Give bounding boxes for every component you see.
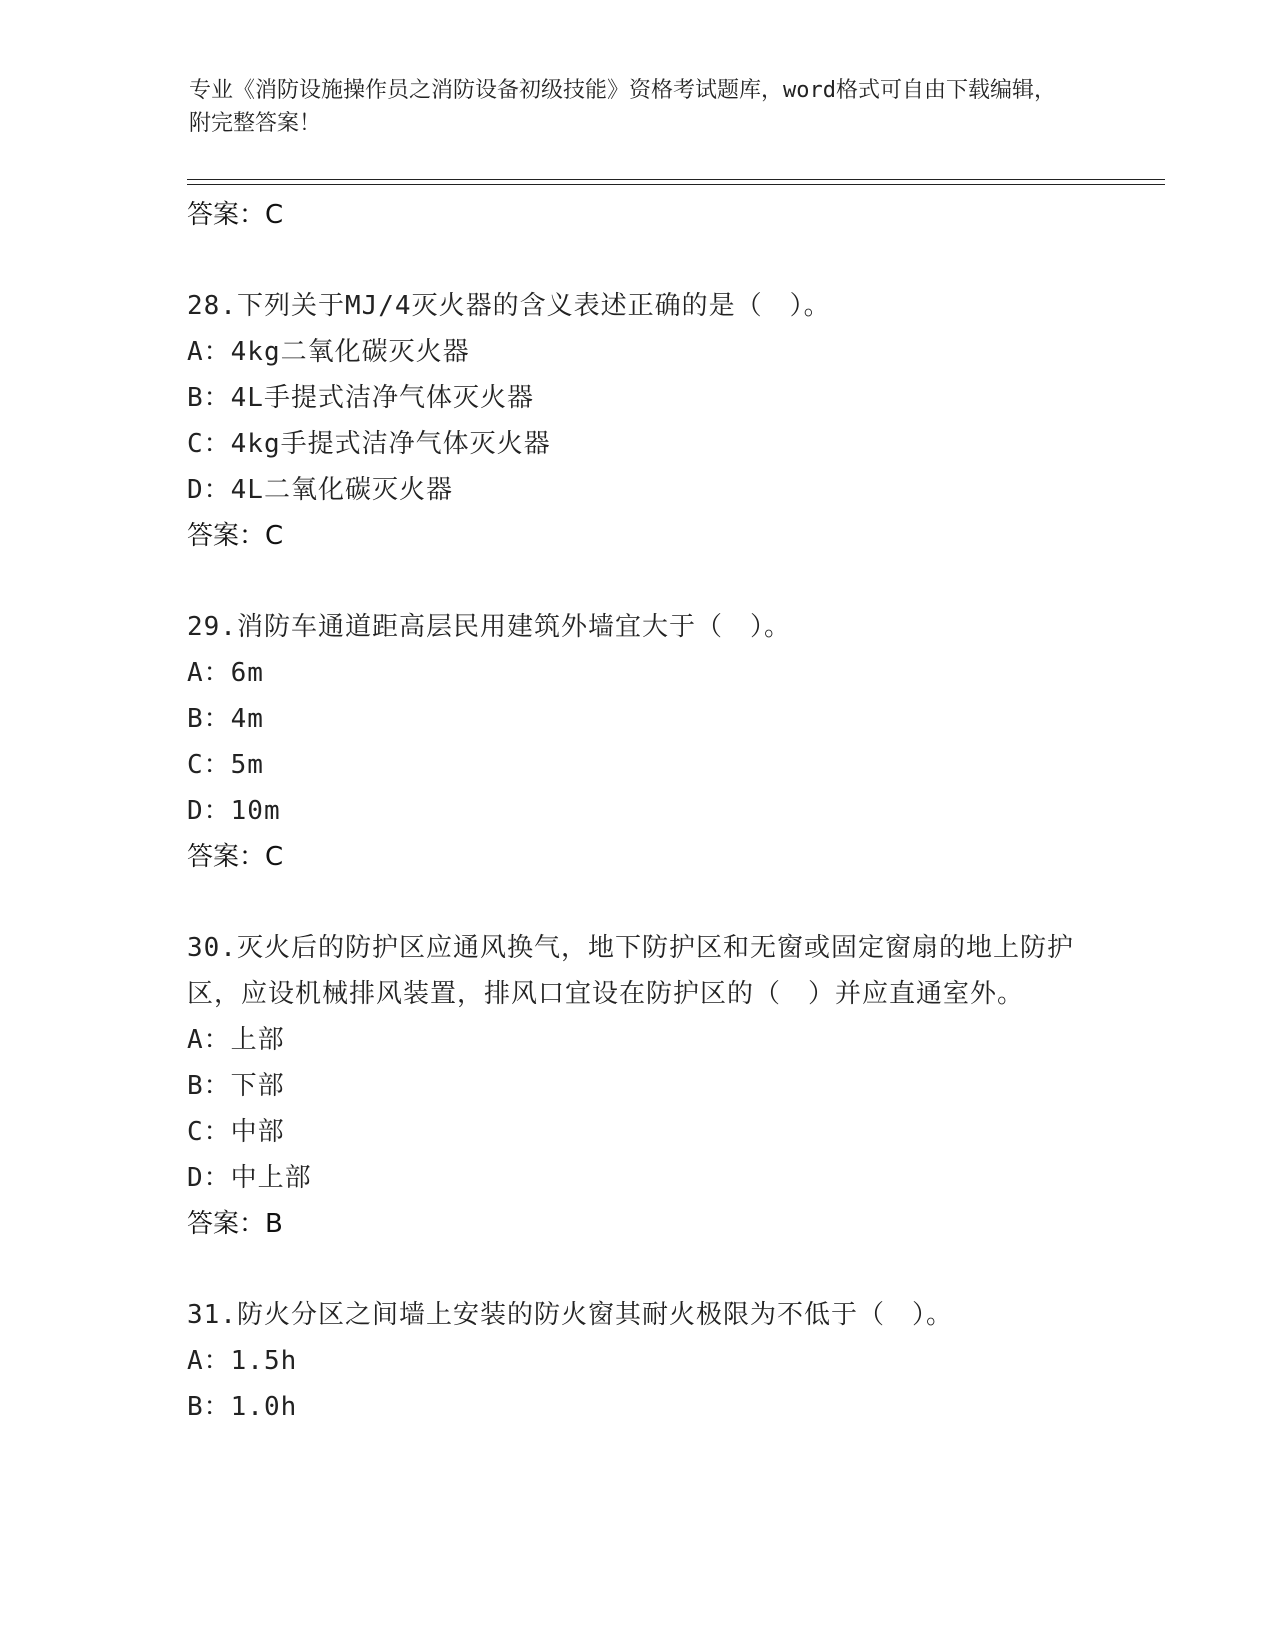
question-text: 30.灭火后的防护区应通风换气，地下防护区和无窗或固定窗扇的地上防护区，应设机械排风装置，排风口宜设在防护区的（ ）并应直通室外。 xyxy=(187,933,1074,1009)
answer-label: 答案：C xyxy=(187,521,284,551)
option-a: A：1.5h xyxy=(187,1346,298,1376)
option-d: D：4L二氧化碳灭火器 xyxy=(187,475,453,505)
option-b: B：1.0h xyxy=(187,1392,298,1422)
answer-label: 答案：C xyxy=(187,200,284,230)
option-d: D：中上部 xyxy=(187,1163,312,1193)
document-header: 专业《消防设施操作员之消防设备初级技能》资格考试题库，word格式可自由下载编辑，附完整答案！ xyxy=(189,78,1056,136)
option-a: A：6m xyxy=(187,658,264,688)
option-a: A：上部 xyxy=(187,1025,285,1055)
option-c: C：5m xyxy=(187,750,264,780)
header-rule-inner xyxy=(187,184,1165,185)
question-text: 31.防火分区之间墙上安装的防火窗其耐火极限为不低于（ ）。 xyxy=(187,1300,953,1330)
answer-label: 答案：C xyxy=(187,842,284,872)
question-list xyxy=(187,192,1087,1430)
option-b: B：4m xyxy=(187,704,264,734)
option-c: C：中部 xyxy=(187,1117,285,1147)
option-d: D：10m xyxy=(187,796,281,826)
header-rule xyxy=(187,179,1165,180)
question-text: 29.消防车通道距高层民用建筑外墙宜大于（ ）。 xyxy=(187,612,791,642)
question-block-30 xyxy=(187,925,1087,1247)
answer-label: 答案：B xyxy=(187,1209,283,1239)
option-a: A：4kg二氧化碳灭火器 xyxy=(187,337,470,367)
option-b: B：下部 xyxy=(187,1071,285,1101)
question-text: 28.下列关于MJ/4灭火器的含义表述正确的是（ ）。 xyxy=(187,291,831,321)
question-block-29 xyxy=(187,604,1087,880)
question-block-28 xyxy=(187,283,1087,559)
question-block-31 xyxy=(187,1292,1087,1430)
option-b: B：4L手提式洁净气体灭火器 xyxy=(187,383,534,413)
option-c: C：4kg手提式洁净气体灭火器 xyxy=(187,429,551,459)
